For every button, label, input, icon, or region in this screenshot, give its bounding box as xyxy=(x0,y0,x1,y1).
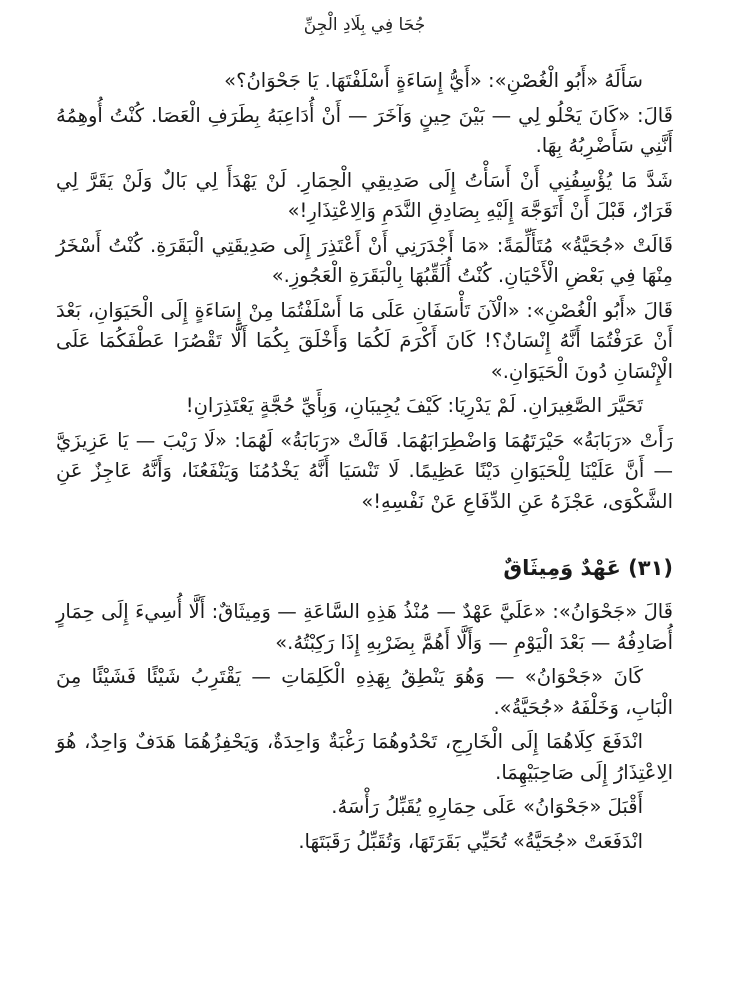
paragraph: رَأَتْ «رَبَابَةُ» حَيْرَتَهُمَا وَاضْطِرَابَهُمَا. قَالَتْ «رَبَابَةُ» لَهُمَا: «لَا رَيْبَ — يَا عَزِيزَيَّ — أَنَّ عَلَيْنَا لِلْحَيَوَانِ دَيْنًا عَظِيمًا. لَا تَنْسَيَا أَنَّهُ يَخْدُمُنَا وَيَنْفَعُنَا، وَأَنَّهُ عَاجِزٌ عَنِ الشَّكْوَى، عَجْزَهُ عَنِ الدِّفَاعِ عَنْ نَفْسِهِ!» xyxy=(56,428,673,513)
paragraph: قَالَ «جَحْوَانُ»: «عَلَيَّ عَهْدٌ — مُنْذُ هَذِهِ السَّاعَةِ — وَمِيثَاقٌ: أَلَّا أُسِيءَ إِلَى حِمَارٍ أُصَادِفُهُ — بَعْدَ الْيَوْمِ — وَأَلَّا أَهُمَّ بِضَرْبِهِ إِذَا رَكِبْتُهُ.» xyxy=(56,600,673,654)
paragraph: تَحَيَّرَ الصَّغِيرَانِ. لَمْ يَدْرِيَا: كَيْفَ يُجِيبَانِ، وَبِأَيِّ حُجَّةٍ يَعْتَذِرَانِ! xyxy=(185,394,643,417)
section-two-body xyxy=(56,597,673,857)
paragraph: سَأَلَهُ «أَبُو الْغُصْنِ»: «أَيُّ إِسَاءَةٍ أَسْلَفْتَهَا. يَا جَحْوَانُ؟» xyxy=(224,69,643,92)
paragraph: شَدَّ مَا يُؤْسِفُنِي أَنْ أَسَأْتُ إِلَى صَدِيقِي الْحِمَارِ. لَنْ يَهْدَأَ لِي بَالٌ وَلَنْ يَقَرَّ لِي قَرَارٌ، قَبْلَ أَنْ أَتَوَجَّهَ إِلَيْهِ بِصَادِقِ النَّدَمِ وَالِاعْتِذَارِ!» xyxy=(56,168,673,222)
section-one-body xyxy=(56,66,673,517)
paragraph: كَانَ «جَحْوَانُ» — وَهُوَ يَنْطِقُ بِهَذِهِ الْكَلِمَاتِ — يَقْتَرِبُ شَيْئًا فَشَيْئًا مِنَ الْبَابِ، وَخَلْفَهُ «جُحَيَّةُ». xyxy=(56,665,673,719)
paragraph: قَالَ «أَبُو الْغُصْنِ»: «الْآنَ تَأْسَفَانِ عَلَى مَا أَسْلَفْتُمَا مِنْ إِسَاءَةٍ إِلَى الْحَيَوَانِ، بَعْدَ أَنْ عَرَفْتُمَا أَنَّهُ إِنْسَانٌ؟! كَانَ أَكْرَمَ لَكُمَا وَأَخْلَقَ بِكُمَا أَلَّا تَقْصُرَا عَطْفَكُمَا عَلَى الْإِنْسَانِ دُونَ الْحَيَوَانِ.» xyxy=(56,298,673,383)
paragraph: قَالَ: «كَانَ يَحْلُو لِي — بَيْنَ حِينٍ وَآخَرَ — أَنْ أُدَاعِبَهُ بِطَرَفِ الْعَصَا. كُنْتُ أُوهِمُهُ أَنَّنِي سَأَضْرِبُهُ بِهَا. xyxy=(56,103,673,157)
paragraph: قَالَتْ «جُحَيَّةُ» مُتَأَلِّمَةً: «مَا أَجْدَرَنِي أَنْ أَعْتَذِرَ إِلَى صَدِيقَتِي الْبَقَرَةِ. كُنْتُ أَسْخَرُ مِنْهَا فِي بَعْضِ الْأَحْيَانِ. كُنْتُ أُلَقِّبُهَا بِالْبَقَرَةِ الْعَجُوزِ.» xyxy=(56,233,673,287)
paragraph: أَقْبَلَ «جَحْوَانُ» عَلَى حِمَارِهِ يُقَبِّلُ رَأْسَهُ. xyxy=(331,795,643,818)
running-head: جُحَا فِي بِلَادِ الْجِنِّ xyxy=(303,15,426,35)
section-title: (٣١) عَهْدٌ وَمِيثَاقٌ xyxy=(503,556,673,580)
paragraph: انْدَفَعَ كِلَاهُمَا إِلَى الْخَارِجِ، تَحْدُوهُمَا رَغْبَةٌ وَاحِدَةٌ، وَيَحْفِزُهُمَا هَدَفٌ وَاحِدٌ، هُوَ الِاعْتِذَارُ إِلَى صَاحِبَيْهِمَا. xyxy=(56,730,673,784)
paragraph: انْدَفَعَتْ «جُحَيَّةُ» تُحَيِّي بَقَرَتَهَا، وَتُقَبِّلُ رَقَبَتَهَا. xyxy=(298,829,643,853)
